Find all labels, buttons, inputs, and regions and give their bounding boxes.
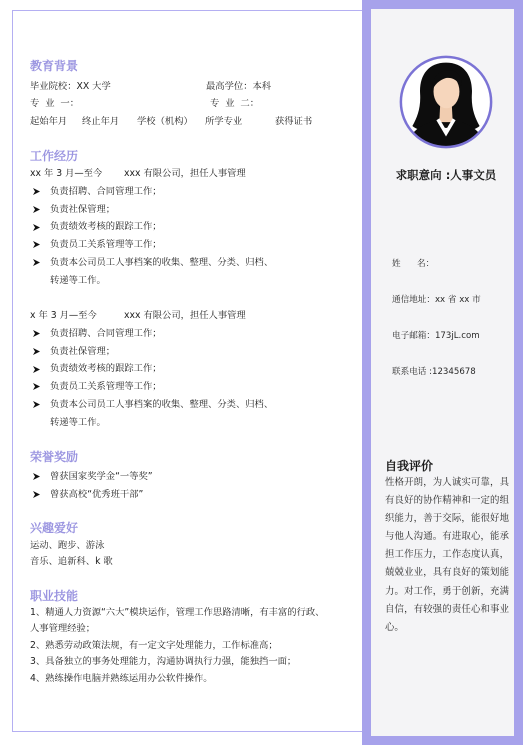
job-duties (30, 183, 278, 290)
job-entry-1 (30, 165, 278, 290)
contact-email: 电子邮箱：173jL.com (392, 331, 480, 341)
job-period: x 年 3 月—至今 (30, 310, 97, 321)
major-two: 专 业 二： (210, 98, 260, 109)
job-header (30, 165, 278, 183)
arrow-bullet-icon (33, 188, 40, 195)
job-entry-2 (30, 307, 278, 432)
education-row-majors (30, 95, 312, 113)
skill-item: 2、熟悉劳动政策法规，有一定文字处理能力，工作标准高； (30, 639, 278, 651)
duty-item (30, 325, 278, 343)
duty-text: 负责绩效考核的跟踪工作； (50, 221, 162, 233)
education-columns-header (30, 113, 312, 131)
column-start-date: 起始年月 (30, 115, 68, 127)
major-one: 专 业 一： (30, 98, 80, 109)
contact-address: 通信地址：xx 省 xx 市 (392, 295, 481, 305)
hobby-item: 音乐、追新科、k 歌 (30, 556, 113, 568)
graduate-school: 毕业院校：XX 大学 (30, 80, 111, 92)
education-heading: 教育背景 (30, 59, 79, 73)
duty-item (30, 201, 278, 219)
arrow-bullet-icon (33, 348, 40, 355)
contact-phone: 联系电话 :12345678 (392, 367, 476, 377)
hobbies-list (30, 538, 113, 571)
skill-item: 1、精通人力资源“六大”模块运作，管理工作思路清晰，有丰富的行政、人事管理经验； (30, 606, 325, 635)
duty-text: 负责社保管理； (50, 203, 116, 215)
arrow-bullet-icon (33, 401, 40, 408)
arrow-bullet-icon (33, 491, 40, 498)
work-experience-heading: 工作经历 (30, 149, 79, 163)
honor-item (30, 486, 278, 504)
duty-item (30, 218, 278, 236)
duty-item (30, 378, 278, 396)
job-objective: 求职意向 :人事文员 (395, 168, 497, 182)
job-company-role: xxx 有限公司，担任人事管理 (124, 310, 246, 321)
hobbies-heading: 兴趣爱好 (30, 521, 79, 535)
duty-item (30, 396, 278, 432)
duty-text: 负责招聘、合同管理工作； (50, 185, 162, 197)
honors-heading: 荣誉奖励 (30, 450, 79, 464)
duty-item (30, 343, 278, 361)
job-period: xx 年 3 月—至今 (30, 168, 103, 179)
column-end-date: 终止年月 (82, 115, 120, 127)
arrow-bullet-icon (33, 473, 40, 480)
highest-degree: 最高学位：本科 (206, 80, 272, 92)
arrow-bullet-icon (33, 224, 40, 231)
self-evaluation-text: 性格开朗，为人诚实可靠，具有良好的协作精神和一定的组织能力，善于交际，能很好地与他人沟通。有进取心，能承担工作压力，工作态度认真，兢兢业业，具有良好的策划能力。对工作，勇于创新，充满自信，有较强的责任心和事业心。 (385, 477, 509, 633)
honor-text: 曾获国家奖学金“一等奖” (50, 471, 153, 483)
arrow-bullet-icon (33, 366, 40, 373)
honor-item (30, 468, 278, 486)
job-duties (30, 325, 278, 432)
duty-text: 负责绩效考核的跟踪工作； (50, 363, 162, 375)
hobby-item: 运动、跑步、游泳 (30, 540, 105, 551)
duty-text: 负责社保管理； (50, 345, 116, 357)
duty-text: 负责本公司员工人事档案的收集、整理、分类、归档、转递等工作。 (50, 256, 274, 286)
skills-heading: 职业技能 (30, 589, 79, 603)
arrow-bullet-icon (33, 241, 40, 248)
honor-text: 曾获高校“优秀班干部” (50, 488, 144, 500)
job-company-role: xxx 有限公司，担任人事管理 (124, 168, 246, 179)
column-major: 所学专业 (205, 115, 243, 127)
arrow-bullet-icon (33, 383, 40, 390)
contact-name: 姓 名： (392, 259, 435, 269)
skill-item: 4、熟练操作电脑并熟练运用办公软件操作。 (30, 673, 213, 685)
duty-item (30, 360, 278, 378)
duty-item (30, 183, 278, 201)
duty-text: 负责本公司员工人事档案的收集、整理、分类、归档、转递等工作。 (50, 398, 274, 428)
duty-item (30, 254, 278, 290)
duty-text: 负责员工关系管理等工作； (50, 239, 162, 251)
woman-avatar-icon (398, 54, 494, 150)
education-row-school-degree (30, 78, 312, 96)
column-school: 学校（机构） (137, 115, 193, 127)
duty-item (30, 236, 278, 254)
education-details (30, 78, 312, 131)
arrow-bullet-icon (33, 259, 40, 266)
column-certificate: 获得证书 (275, 115, 313, 127)
skill-item: 3、具备独立的事务处理能力，沟通协调执行力强，能独挡一面； (30, 656, 297, 668)
duty-text: 负责招聘、合同管理工作； (50, 327, 162, 339)
honors-list (30, 468, 278, 503)
arrow-bullet-icon (33, 206, 40, 213)
self-evaluation-heading: 自我评价 (385, 459, 434, 473)
duty-text: 负责员工关系管理等工作； (50, 381, 162, 393)
skills-list (30, 605, 328, 688)
job-header (30, 307, 278, 325)
arrow-bullet-icon (33, 330, 40, 337)
